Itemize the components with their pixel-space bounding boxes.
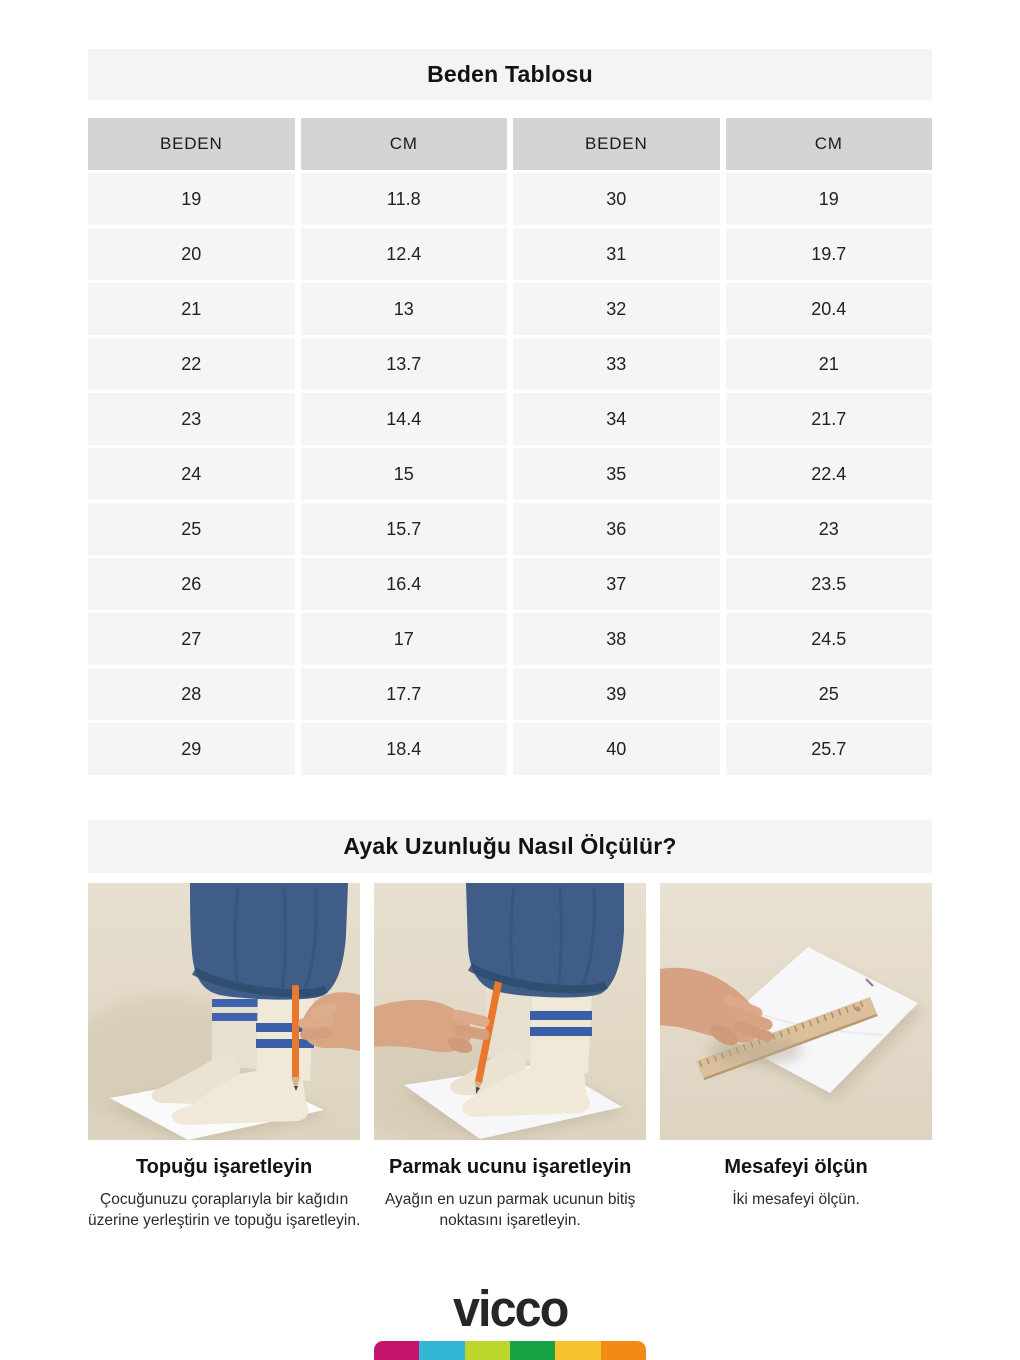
size-cell: 36 bbox=[513, 503, 720, 555]
size-cell: 17.7 bbox=[301, 668, 508, 720]
size-cell: 31 bbox=[513, 228, 720, 280]
size-cell: 37 bbox=[513, 558, 720, 610]
brand-footer bbox=[0, 1279, 1020, 1338]
size-cell: 20 bbox=[88, 228, 295, 280]
size-cell: 23.5 bbox=[726, 558, 933, 610]
size-cell: 19 bbox=[726, 173, 933, 225]
size-cell: 23 bbox=[88, 393, 295, 445]
size-cell: 28 bbox=[88, 668, 295, 720]
size-cell: 21 bbox=[726, 338, 933, 390]
size-chart-table bbox=[88, 118, 932, 775]
column-header-cm-right: CM bbox=[726, 118, 933, 170]
step-description: Ayağın en uzun parmak ucunun bitiş noktasını işaretleyin. bbox=[384, 1191, 636, 1229]
size-cell: 18.4 bbox=[301, 723, 508, 775]
size-cell: 22 bbox=[88, 338, 295, 390]
size-cell: 26 bbox=[88, 558, 295, 610]
size-cell: 23 bbox=[726, 503, 933, 555]
size-cell: 17 bbox=[301, 613, 508, 665]
size-cell: 15.7 bbox=[301, 503, 508, 555]
size-cell: 25.7 bbox=[726, 723, 933, 775]
brand-bar-segment bbox=[601, 1341, 646, 1360]
step-title: Mesafeyi ölçün bbox=[724, 1156, 868, 1178]
brand-bar-segment bbox=[510, 1341, 555, 1360]
size-cell: 21 bbox=[88, 283, 295, 335]
size-cell: 39 bbox=[513, 668, 720, 720]
column-header-beden-right: BEDEN bbox=[513, 118, 720, 170]
size-cell: 21.7 bbox=[726, 393, 933, 445]
size-cell: 13.7 bbox=[301, 338, 508, 390]
brand-bar-segment bbox=[419, 1341, 464, 1360]
step-description: İki mesafeyi ölçün. bbox=[732, 1191, 860, 1208]
measure-steps-photos bbox=[88, 883, 932, 1140]
size-cell: 33 bbox=[513, 338, 720, 390]
size-cell: 20.4 bbox=[726, 283, 933, 335]
size-cell: 32 bbox=[513, 283, 720, 335]
step-caption-toe bbox=[374, 1156, 646, 1231]
size-cell: 15 bbox=[301, 448, 508, 500]
size-cell: 40 bbox=[513, 723, 720, 775]
size-cell: 35 bbox=[513, 448, 720, 500]
column-header-cm-left: CM bbox=[301, 118, 508, 170]
size-cell: 12.4 bbox=[301, 228, 508, 280]
size-cell: 38 bbox=[513, 613, 720, 665]
brand-bar-segment bbox=[555, 1341, 600, 1360]
mark-heel-photo bbox=[88, 883, 360, 1140]
size-cell: 25 bbox=[88, 503, 295, 555]
step-title: Topuğu işaretleyin bbox=[135, 1156, 313, 1178]
brand-bar-segment bbox=[465, 1341, 510, 1360]
size-cell: 13 bbox=[301, 283, 508, 335]
column-header-beden-left: BEDEN bbox=[88, 118, 295, 170]
size-cell: 22.4 bbox=[726, 448, 933, 500]
step-description: Çocuğunuzu çoraplarıyla bir kağıdın üzerine yerleştirin ve topuğu işaretleyin. bbox=[88, 1191, 361, 1229]
size-cell: 19.7 bbox=[726, 228, 933, 280]
size-cell: 24 bbox=[88, 448, 295, 500]
size-cell: 29 bbox=[88, 723, 295, 775]
measure-guide-title: Ayak Uzunluğu Nasıl Ölçülür? bbox=[343, 833, 677, 859]
step-title: Parmak ucunu işaretleyin bbox=[389, 1156, 632, 1178]
size-cell: 14.4 bbox=[301, 393, 508, 445]
size-cell: 19 bbox=[88, 173, 295, 225]
size-cell: 27 bbox=[88, 613, 295, 665]
size-cell: 34 bbox=[513, 393, 720, 445]
size-cell: 11.8 bbox=[301, 173, 508, 225]
size-cell: 24.5 bbox=[726, 613, 933, 665]
measure-guide-header-band bbox=[88, 820, 932, 873]
brand-color-bar bbox=[374, 1341, 646, 1360]
step-caption-measure bbox=[660, 1156, 932, 1231]
step-caption-heel bbox=[88, 1156, 360, 1231]
size-cell: 30 bbox=[513, 173, 720, 225]
size-chart-header-band bbox=[88, 49, 932, 100]
size-cell: 16.4 bbox=[301, 558, 508, 610]
measure-steps-captions bbox=[88, 1156, 932, 1231]
size-chart-title: Beden Tablosu bbox=[427, 61, 593, 87]
size-cell: 25 bbox=[726, 668, 933, 720]
brand-bar-segment bbox=[374, 1341, 419, 1360]
measure-distance-photo bbox=[660, 883, 932, 1140]
mark-toe-photo bbox=[374, 883, 646, 1140]
vicco-logo: vicco bbox=[452, 1280, 568, 1337]
